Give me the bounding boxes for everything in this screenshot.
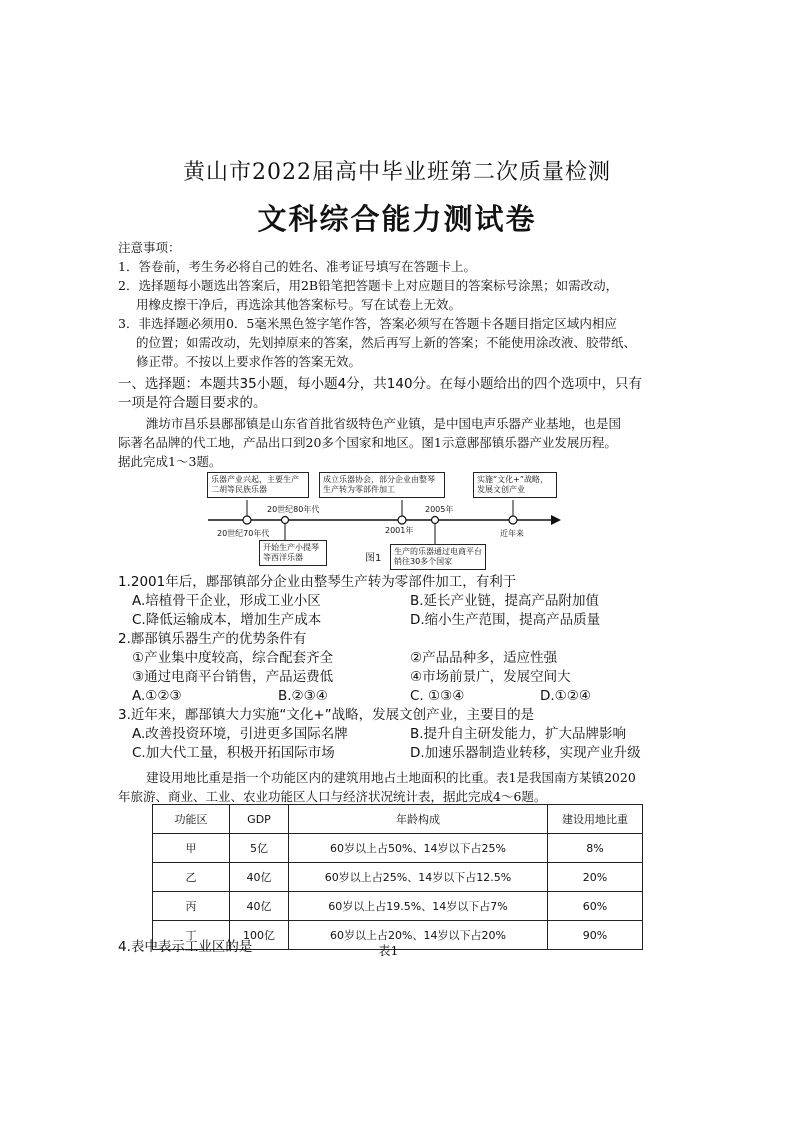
timeline-label-2005: 2005年 (425, 505, 454, 514)
note-line-4: 3．非选择题必须用0．5毫米黑色签字笔作答，答案必须写在答题卡各题目指定区域内相应 (118, 316, 617, 331)
note-line-5: 的位置；如需改动，先划掉原来的答案，然后再写上新的答案；不能使用涂改液、胶带纸、 (136, 335, 637, 350)
table1 (152, 804, 643, 950)
table-cell: 40亿 (230, 892, 289, 921)
q1-stem: 1.2001年后，鄌郚镇部分企业由整琴生产转为零部件加工，有利于 (118, 574, 517, 590)
table1-caption: 表1 (378, 943, 399, 958)
table-cell: 60岁以上占20%、14岁以下占20% (289, 921, 548, 950)
table-cell: 100亿 (230, 921, 289, 950)
table-cell: 丙 (153, 892, 230, 921)
timeline-label-2001: 2001年 (385, 526, 414, 535)
q1-option-d: D.缩小生产范围，提高产品质量 (410, 612, 601, 628)
q1-option-c: C.降低运输成本，增加生产成本 (132, 612, 322, 628)
table-header-gdp: GDP (230, 805, 289, 834)
q3-option-c: C.加大代工量，积极开拓国际市场 (132, 745, 335, 761)
timeline-label-1980s: 20世纪80年代 (267, 505, 320, 514)
table-row (153, 892, 643, 921)
table-row (153, 863, 643, 892)
passage1-line2: 际著名品牌的代工地，产品出口到20多个国家和地区。图1示意鄌郚镇乐器产业发展历程。 (118, 435, 617, 450)
table-header-land: 建设用地比重 (548, 805, 643, 834)
q3-option-a: A.改善投资环境，引进更多国际名牌 (132, 726, 348, 742)
table-header-zone: 功能区 (153, 805, 230, 834)
table-cell: 20% (548, 863, 643, 892)
table-row (153, 834, 643, 863)
table-cell: 40亿 (230, 863, 289, 892)
notes-heading: 注意事项： (118, 240, 181, 255)
note-line-3: 用橡皮擦干净后，再选涂其他答案标号。写在试卷上无效。 (136, 297, 462, 312)
table-header-row (153, 805, 643, 834)
note-line-6: 修正带。不按以上要求作答的答案无效。 (136, 354, 362, 369)
q3-stem: 3.近年来，鄌郚镇大力实施“文化+”战略，发展文创产业，主要目的是 (118, 707, 535, 723)
exam-title: 黄山市2022届高中毕业班第二次质量检测 (183, 160, 611, 185)
q2-option-a: A.①②③ (132, 688, 182, 704)
exam-subtitle: 文科综合能力测试卷 (257, 202, 537, 236)
q2-stem: 2.鄌郚镇乐器生产的优势条件有 (118, 631, 307, 647)
table-cell: 60% (548, 892, 643, 921)
figure1-timeline (205, 470, 565, 568)
table-cell: 甲 (153, 834, 230, 863)
q1-option-b: B.延长产业链，提高产品附加值 (410, 593, 600, 609)
q2-item-3: ③通过电商平台销售，产品运费低 (132, 669, 334, 685)
passage2-line1: 建设用地比重是指一个功能区内的建筑用地占土地面积的比重。表1是我国南方某镇2020 (146, 770, 636, 785)
timeline-label-1970s: 20世纪70年代 (217, 529, 270, 538)
q2-option-c: C. ①③④ (410, 688, 465, 704)
q1-option-a: A.培植骨干企业，形成工业小区 (132, 593, 321, 609)
q2-item-4: ④市场前景广，发展空间大 (410, 669, 571, 685)
q3-option-b: B.提升自主研发能力，扩大品牌影响 (410, 726, 627, 742)
timeline-box-recent: 实施“文化+”战略，发展文创产业 (473, 472, 557, 498)
table-cell: 丁 (153, 921, 230, 950)
q4-stem: 4.表中表示工业区的是 (118, 939, 253, 955)
passage1-line3: 据此完成1～3题。 (118, 454, 222, 469)
passage2-line2: 年旅游、商业、工业、农业功能区人口与经济状况统计表，据此完成4～6题。 (118, 789, 547, 804)
note-line-2: 2．选择题每小题选出答案后，用2B铅笔把答题卡上对应题目的答案标号涂黑；如需改动， (118, 278, 619, 293)
q3-option-d: D.加速乐器制造业转移，实现产业升级 (410, 745, 641, 761)
section-heading-line1: 一、选择题：本题共35小题，每小题4分，共140分。在每小题给出的四个选项中，只有 (118, 376, 643, 392)
figure1-caption: 图1 (365, 553, 382, 564)
table-cell: 5亿 (230, 834, 289, 863)
timeline-box-1980s: 开始生产小提琴等西洋乐器 (259, 540, 327, 566)
timeline-box-2005: 生产的乐器通过电商平台销往30多个国家 (390, 544, 486, 570)
timeline-box-1970s: 乐器产业兴起，主要生产二胡等民族乐器 (207, 472, 309, 498)
passage1-line1: 潍坊市昌乐县鄌郚镇是山东省首批省级特色产业镇，是中国电声乐器产业基地，也是国 (146, 416, 622, 431)
table-cell: 8% (548, 834, 643, 863)
table-cell: 90% (548, 921, 643, 950)
table-cell: 60岁以上占25%、14岁以下占12.5% (289, 863, 548, 892)
q2-option-b: B.②③④ (278, 688, 328, 704)
timeline-label-recent: 近年来 (500, 529, 524, 538)
q2-option-d: D.①②④ (540, 688, 591, 704)
section-heading-line2: 一项是符合题目要求的。 (118, 395, 267, 411)
table-cell: 乙 (153, 863, 230, 892)
q2-item-2: ②产品品种多，适应性强 (410, 650, 558, 666)
q2-item-1: ①产业集中度较高，综合配套齐全 (132, 650, 334, 666)
table-header-age: 年龄构成 (289, 805, 548, 834)
table-cell: 60岁以上占50%、14岁以下占25% (289, 834, 548, 863)
note-line-1: 1．答卷前，考生务必将自己的姓名、准考证号填写在答题卡上。 (118, 259, 476, 274)
table-cell: 60岁以上占19.5%、14岁以下占7% (289, 892, 548, 921)
timeline-box-2001: 成立乐器协会，部分企业由整琴生产转为零部件加工 (319, 472, 445, 498)
